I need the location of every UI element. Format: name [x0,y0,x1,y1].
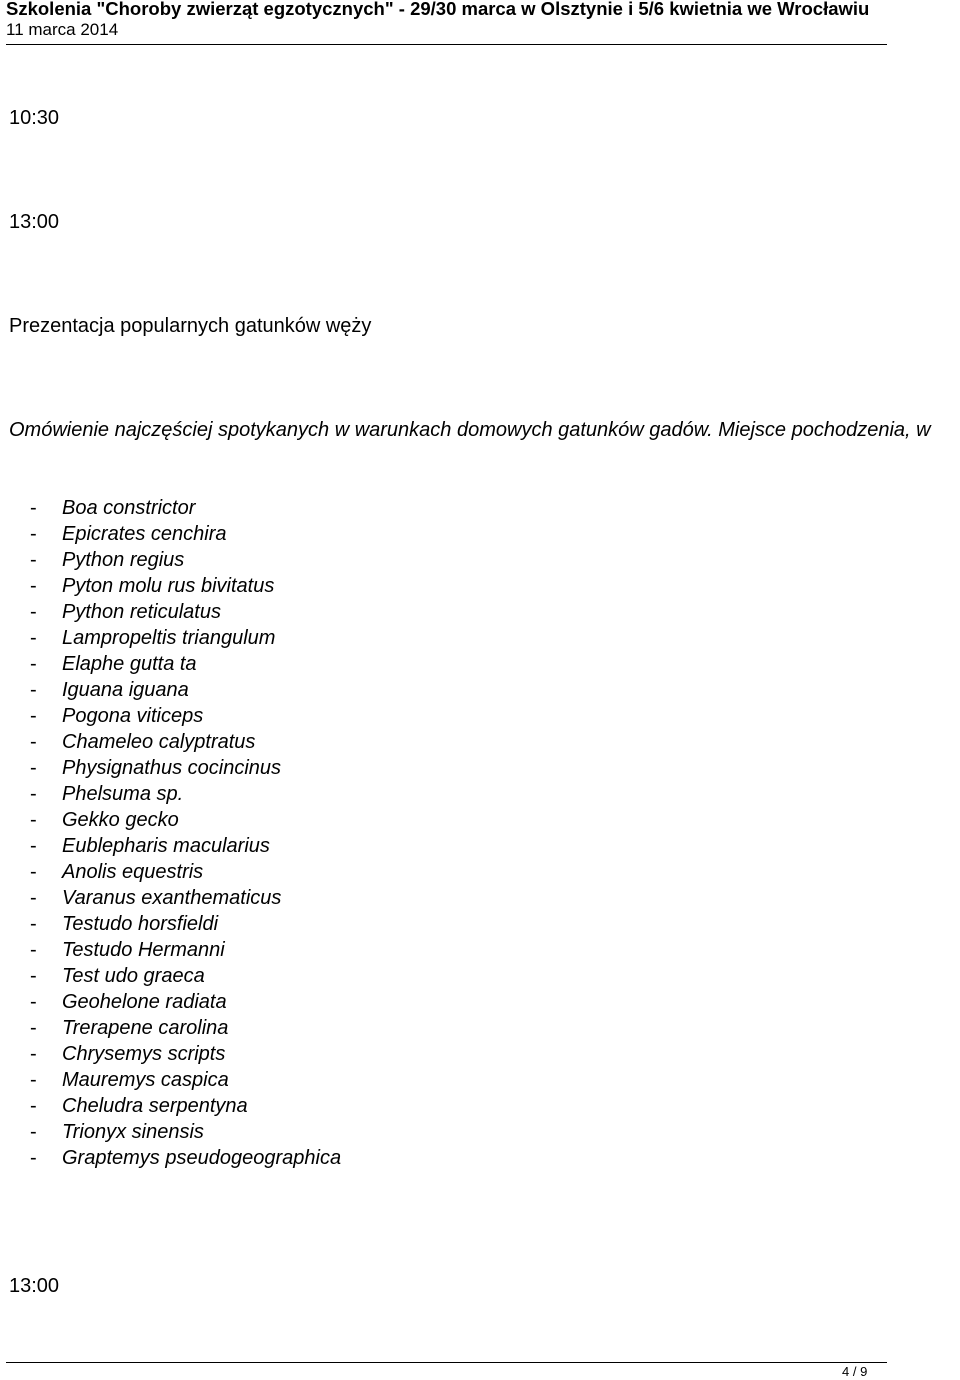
list-bullet-dash: - [30,887,37,909]
species-list-item [30,574,341,600]
species-name: Mauremys caspica [62,1069,229,1091]
species-list-item [30,496,341,522]
species-list-item [30,1146,341,1172]
list-bullet-dash: - [30,913,37,935]
species-name: Iguana iguana [62,679,189,701]
species-name: Chrysemys scripts [62,1043,226,1065]
species-name: Testudo Hermanni [62,939,225,961]
species-name: Python regius [62,549,185,571]
list-bullet-dash: - [30,783,37,805]
section-description: Omówienie najczęściej spotykanych w warunkach domowych gatunków gadów. Miejsce pochodzenia, w [9,419,931,441]
list-bullet-dash: - [30,809,37,831]
species-name: Boa constrictor [62,497,196,519]
list-bullet-dash: - [30,835,37,857]
species-name: Trionyx sinensis [62,1121,204,1143]
species-list [30,496,341,1172]
species-list-item [30,600,341,626]
species-list-item [30,860,341,886]
species-list-item [30,782,341,808]
species-name: Trerapene carolina [62,1017,229,1039]
list-bullet-dash: - [30,861,37,883]
species-name: Lampropeltis triangulum [62,627,276,649]
list-bullet-dash: - [30,575,37,597]
list-bullet-dash: - [30,1069,37,1091]
species-list-item [30,1120,341,1146]
species-name: Test udo graeca [62,965,205,987]
list-bullet-dash: - [30,757,37,779]
section-heading: Prezentacja popularnych gatunków węży [9,315,372,337]
species-name: Testudo horsfieldi [62,913,219,935]
list-bullet-dash: - [30,991,37,1013]
list-bullet-dash: - [30,549,37,571]
species-list-item [30,652,341,678]
list-bullet-dash: - [30,1121,37,1143]
species-list-item [30,1042,341,1068]
species-list-item [30,990,341,1016]
species-name: Epicrates cenchira [62,523,227,545]
species-name: Chameleo calyptratus [62,731,256,753]
species-list-item [30,522,341,548]
list-bullet-dash: - [30,965,37,987]
species-list-item [30,912,341,938]
header-divider [6,44,887,45]
species-name: Pogona viticeps [62,705,204,727]
list-bullet-dash: - [30,601,37,623]
footer-divider [6,1362,887,1363]
list-bullet-dash: - [30,497,37,519]
species-list-item [30,678,341,704]
list-bullet-dash: - [30,627,37,649]
species-list-item [30,626,341,652]
list-bullet-dash: - [30,1043,37,1065]
species-list-item [30,548,341,574]
species-name: Geohelone radiata [62,991,227,1013]
species-name: Elaphe gutta ta [62,653,197,675]
species-name: Pyton molu rus bivitatus [62,575,275,597]
document-date: 11 marca 2014 [6,20,119,39]
species-list-item [30,886,341,912]
list-bullet-dash: - [30,1017,37,1039]
species-list-item [30,1016,341,1042]
species-list-item [30,808,341,834]
list-bullet-dash: - [30,705,37,727]
time-label: 13:00 [9,211,60,233]
time-label: 10:30 [9,107,60,129]
species-list-item [30,1068,341,1094]
species-name: Anolis equestris [62,861,204,883]
species-name: Physignathus cocincinus [62,757,282,779]
species-name: Phelsuma sp. [62,783,184,805]
list-bullet-dash: - [30,523,37,545]
species-list-item [30,938,341,964]
list-bullet-dash: - [30,731,37,753]
species-list-item [30,730,341,756]
document-title: Szkolenia "Choroby zwierząt egzotycznych" - 29/30 marca w Olsztynie i 5/6 kwietnia we Wrocławiu [6,0,870,19]
list-bullet-dash: - [30,1095,37,1117]
species-name: Gekko gecko [62,809,179,831]
species-name: Cheludra serpentyna [62,1095,248,1117]
species-list-item [30,964,341,990]
species-list-item [30,756,341,782]
species-name: Eublepharis macularius [62,835,270,857]
species-name: Varanus exanthematicus [62,887,282,909]
species-list-item [30,704,341,730]
list-bullet-dash: - [30,939,37,961]
list-bullet-dash: - [30,679,37,701]
species-list-item [30,1094,341,1120]
time-label: 13:00 [9,1275,60,1297]
page-number: 4 / 9 [842,1364,868,1379]
species-list-item [30,834,341,860]
list-bullet-dash: - [30,1147,37,1169]
species-name: Graptemys pseudogeographica [62,1147,342,1169]
species-name: Python reticulatus [62,601,221,623]
list-bullet-dash: - [30,653,37,675]
